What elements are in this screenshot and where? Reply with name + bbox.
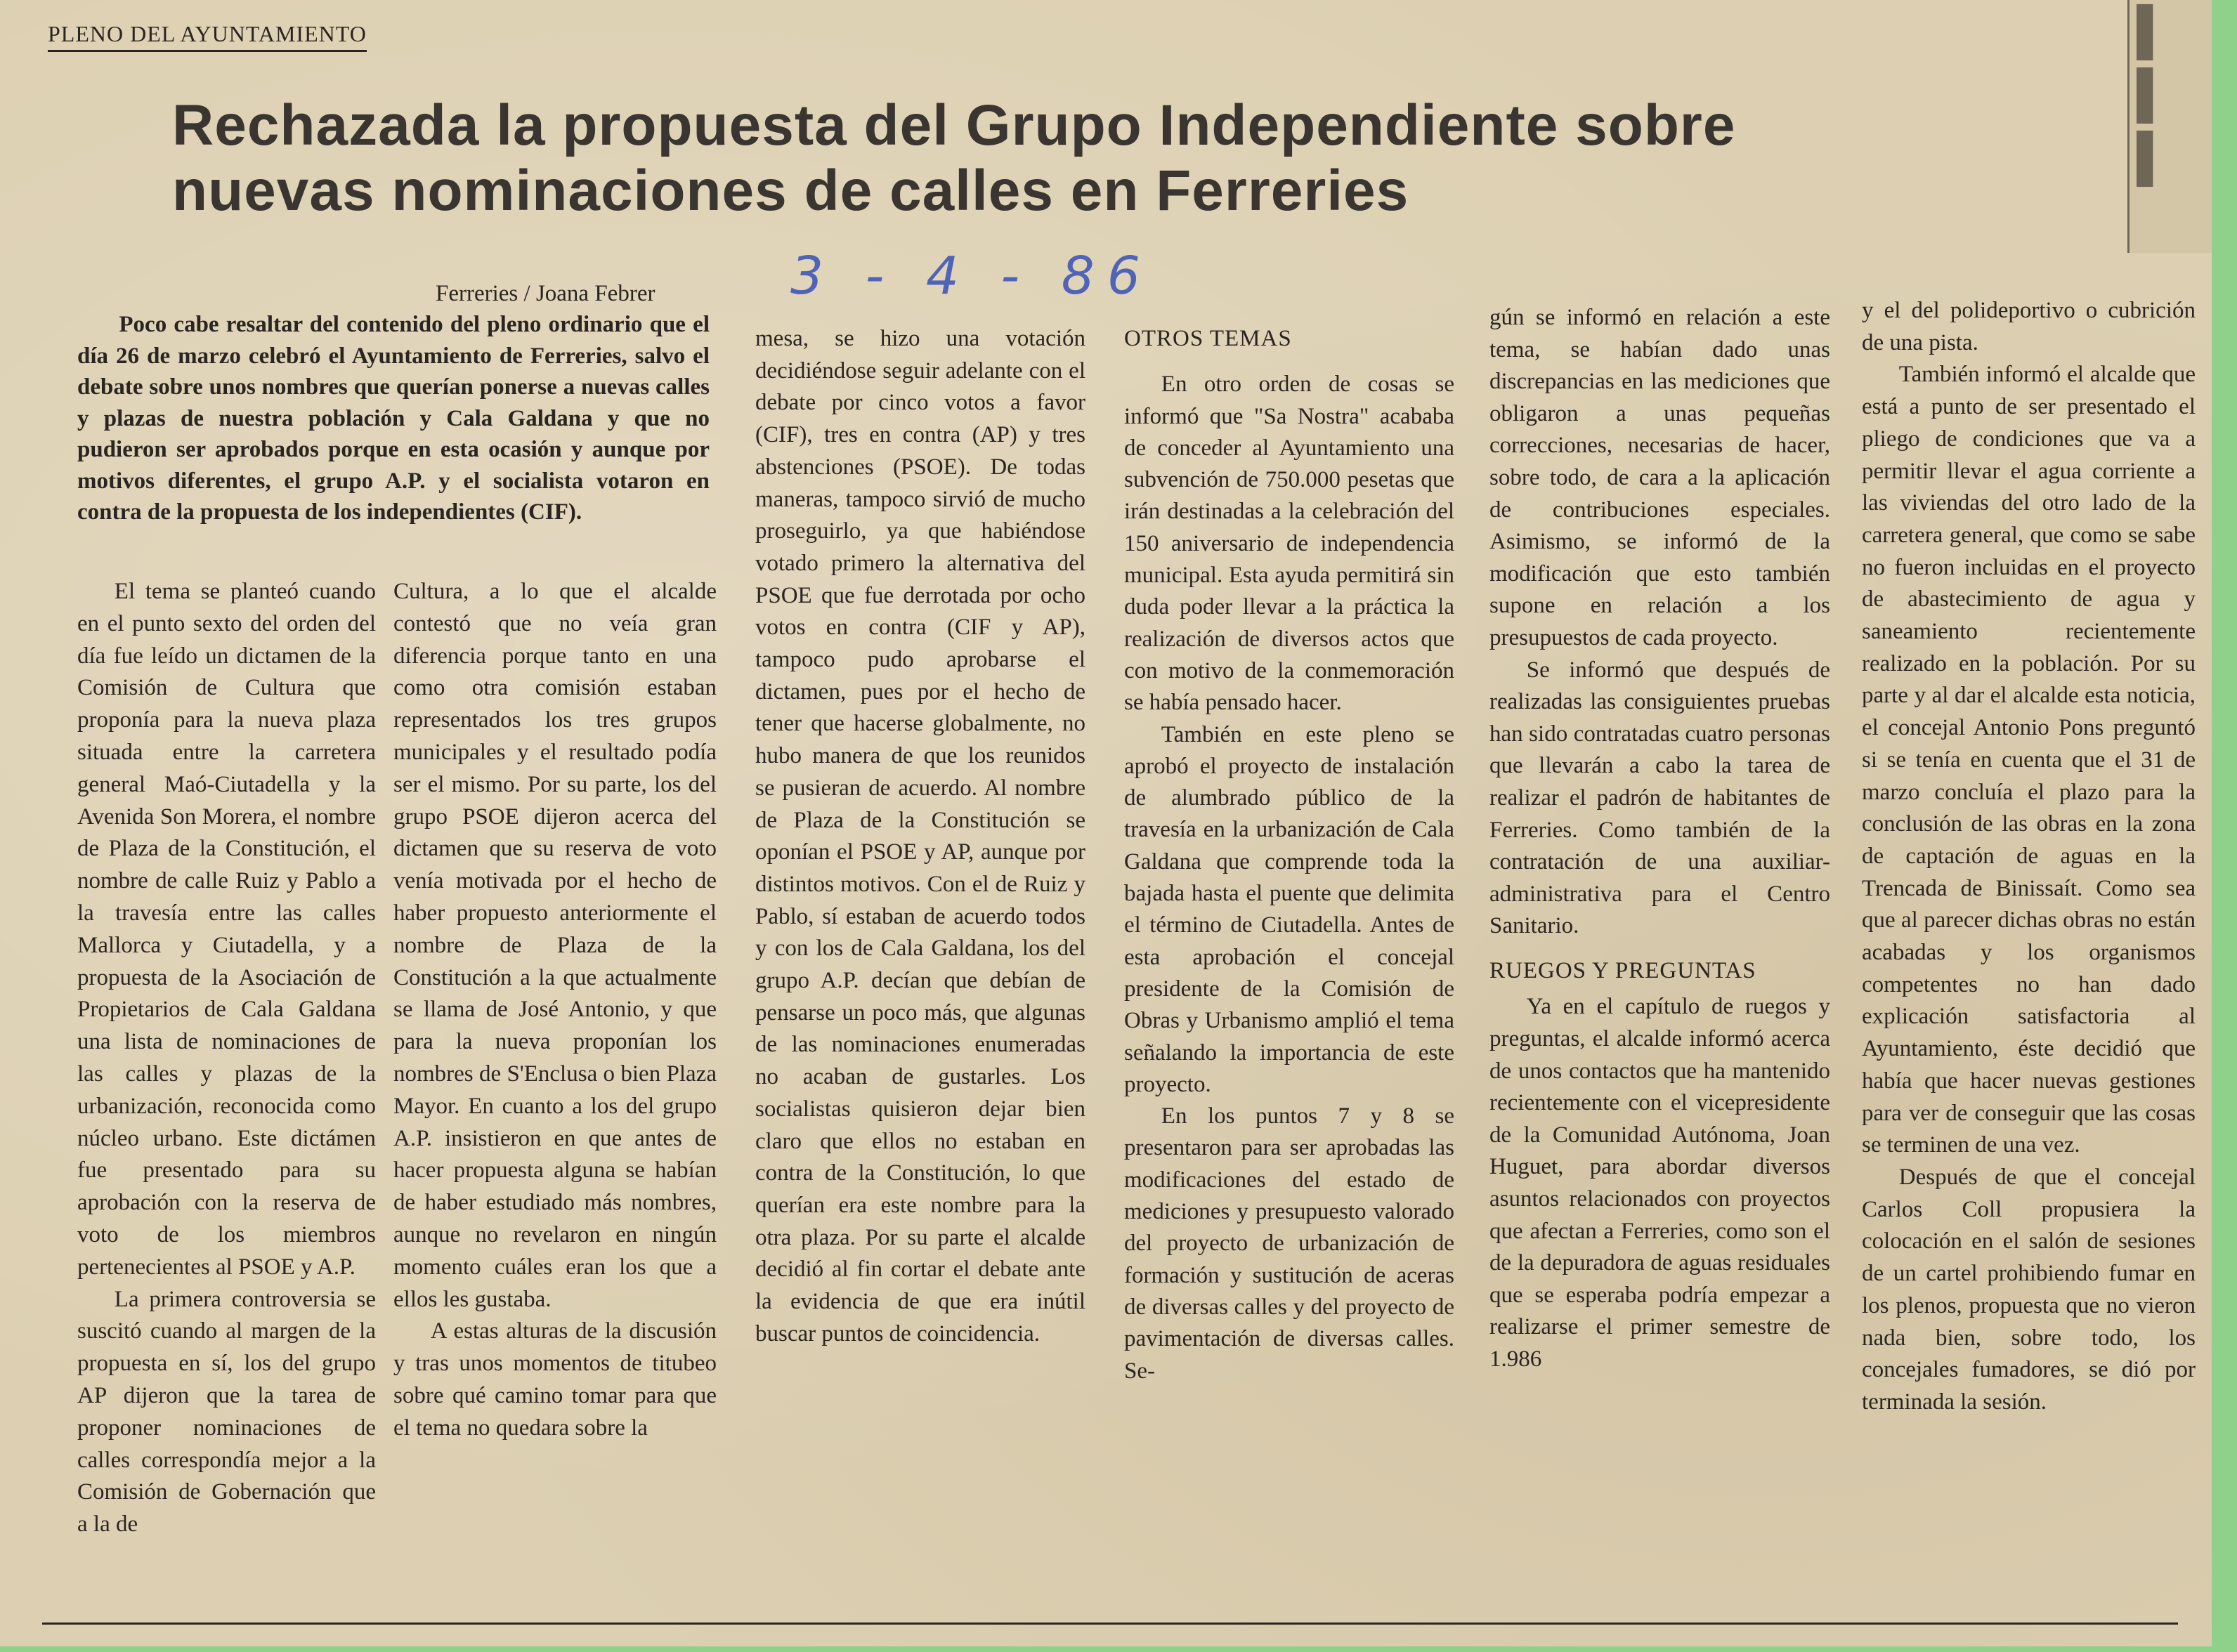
headline: Rechazada la propuesta del Grupo Independiente sobre nuevas nominaciones de calles en Ferreries xyxy=(172,93,1736,223)
column-paragraph: A estas alturas de la discusión y tras unos momentos de titubeo sobre qué camino tomar para que el tema no quedara sobre la xyxy=(393,1318,717,1441)
subheading-otros-temas: OTROS TEMAS xyxy=(1124,326,1292,351)
article-column-4 xyxy=(1124,323,1454,1387)
subheading-ruegos-y-preguntas: RUEGOS Y PREGUNTAS xyxy=(1489,957,1756,983)
column-paragraph: Cultura, a lo que el alcalde contestó que no veía gran diferencia porque tanto en una como otra comisión estaban representados los tres grupos municipales y el resultado podía ser el mismo. Por su parte, los del grupo PSOE dijeron acerca del dictamen que su reserva de voto venía motivada por el hecho de haber propuesto anteriormente el nombre de Plaza de la Constitución a la que actualmente se llama de José Antonio, y que para la nueva proponían los nombres de S'Enclusa o bien Plaza Mayor. En cuanto a los del grupo A.P. insistieron en que antes de hacer propuesta alguna se habían de haber estudiado más nombres, aunque no revelaron en ningún momento cuáles eran los que a ellos les gustaba. xyxy=(393,579,717,1312)
lede-paragraph xyxy=(77,309,710,528)
section-label: PLENO DEL AYUNTAMIENTO xyxy=(48,21,367,52)
column-paragraph: gún se informó en relación a este tema, se habían dado unas discrepancias en las mediciones que obligaron a unas pequeñas correcciones, necesarias de hacer, sobre todo, de cara a la aplicación de contribuciones especiales. Asimismo, se informó de la modificación que esto también supone en relación a los presupuestos de cada proyecto. xyxy=(1489,305,1830,650)
handwritten-date: 3 - 4 - 86 xyxy=(790,246,1153,306)
column-paragraph: También en este pleno se aprobó el proyecto de instalación de alumbrado público de la travesía en la urbanización de Cala Galdana que comprende toda la bajada hasta el puente que delimita el término de Ciutadella. Antes de esta aprobación el concejal presidente de la Comisión de Obras y Urbanismo amplió el tema señalando la importancia de este proyecto. xyxy=(1124,721,1454,1097)
column-paragraph: En los puntos 7 y 8 se presentaron para ser aprobadas las modificaciones del estado de mediciones y presupuesto valorado del proyecto de urbanización de formación y sustitución de aceras de diversas calles y del proyecto de pavimentación de diversas calles. Se- xyxy=(1124,1103,1454,1384)
column-paragraph: Ya en el capítulo de ruegos y preguntas, el alcalde informó acerca de unos contactos que ha mantenido recientemente con el vicepresidente de la Comunidad Autónoma, Joan Huguet, para abordar diversos asuntos relacionados con proyectos que afectan a Ferreries, como son el de la depuradora de aguas residuales que se esperaba podría empezar a realizarse el primer semestre de 1.986 xyxy=(1489,994,1830,1372)
adjacent-clipping-fragment: ▌ ▌ ▌ xyxy=(2127,0,2212,253)
byline: Ferreries / Joana Febrer xyxy=(436,281,656,306)
column-paragraph: mesa, se hizo una votación decidiéndose seguir adelante con el debate por cinco votos a favor (CIF), tres en contra (AP) y tres abstenciones (PSOE). De todas maneras, tampoco sirvió de mucho proseguirlo, ya que habiéndose votado primero la alternativa del PSOE que fue derrotada por ocho votos en contra (CIF y AP), tampoco pudo aprobarse el dictamen, pues por el hecho de tener que hacerse globalmente, no hubo manera de que los reunidos se pusieran de acuerdo. Al nombre de Plaza de la Constitución se oponían el PSOE y AP, aunque por distintos motivos. Con el de Ruiz y Pablo, sí estaban de acuerdo todos y con los de Cala Galdana, los del grupo A.P. decían que debían de pensarse un poco más, que algunas de las nominaciones enumeradas no acaban de gustarles. Los socialistas quisieron dejar bien claro que ellos no estaban en contra de la Constitución, lo que querían era este nombre para la otra plaza. Por su parte el alcalde decidió al fin cortar el debate ante la evidencia de que era inútil buscar puntos de coincidencia. xyxy=(755,326,1085,1346)
column-paragraph: Se informó que después de realizadas las consiguientes pruebas han sido contratadas cuatro personas que llevarán a cabo la tarea de realizar el padrón de habitantes de Ferreries. Como también de la contratación de una auxiliar-administrativa para el Centro Sanitario. xyxy=(1489,657,1830,939)
bottom-rule xyxy=(42,1622,2178,1625)
column-paragraph: En otro orden de cosas se informó que "Sa Nostra" acababa de conceder al Ayuntamiento una subvención de 750.000 pesetas que irán destinadas a la celebración del 150 aniversario de independencia municipal. Esta ayuda permitirá sin duda poder llevar a la práctica la realización de diversos actos que con motivo de la conmemoración se había pensado hacer. xyxy=(1124,372,1454,716)
article-column-3 xyxy=(755,323,1085,1351)
column-paragraph: y el del polideportivo o cubrición de una pista. xyxy=(1862,298,2196,355)
article-column-2 xyxy=(393,576,717,1445)
lede-text: Poco cabe resaltar del contenido del pleno ordinario que el día 26 de marzo celebró el Ayuntamiento de Ferreries, salvo el debate sobre unos nombres que querían ponerse a nuevas calles y plazas de nuestra población y Cala Galdana y que no pudieron ser aprobados porque en esta ocasión y aunque por motivos diferentes, el grupo A.P. y el socialista votaron en contra de la propuesta de los independientes (CIF). xyxy=(77,312,710,525)
article-column-6 xyxy=(1862,295,2196,1419)
article-column-5 xyxy=(1489,302,1830,1376)
column-paragraph: Después de que el concejal Carlos Coll propusiera la colocación en el salón de sesiones de un cartel prohibiendo fumar en los plenos, propuesta que no vieron nada bien, sobre todo, los concejales fumadores, se dió por terminada la sesión. xyxy=(1862,1164,2196,1415)
column-paragraph: También informó el alcalde que está a punto de ser presentado el pliego de condiciones que va a permitir llevar el agua corriente a las viviendas del otro lado de la carretera general, que como se sabe no fueron incluidas en el proyecto de abastecimiento de agua y saneamiento recientemente realizado en la población. Por su parte y al dar el alcalde esta noticia, el concejal Antonio Pons preguntó si se tenía en cuenta que el 31 de marzo concluía el plazo para la conclusión de las obras en la zona de captación de aguas en la Trencada de Binissaít. Como sea que al parecer dichas obras no están acabadas y los organismos competentes no han dado explicación satisfactoria al Ayuntamiento, éste decidió que había que hacer nuevas gestiones para ver de conseguir que las cosas se terminen de una vez. xyxy=(1862,362,2196,1158)
article-column-1 xyxy=(77,576,376,1541)
column-paragraph: La primera controversia se suscitó cuando al margen de la propuesta en sí, los del grupo AP dijeron que la tarea de proponer nominaciones de calles correspondía mejor a la Comisión de Gobernación que a la de xyxy=(77,1286,376,1538)
column-paragraph: El tema se planteó cuando en el punto sexto del orden del día fue leído un dictamen de la Comisión de Cultura que proponía para la nueva plaza situada entre la carretera general Maó-Ciutadella y la Avenida Son Morera, el nombre de Plaza de la Constitución, el nombre de calle Ruiz y Pablo a la travesía entre las calles Mallorca y Ciutadella, y a propuesta de la Asociación de Propietarios de Cala Galdana una lista de nominaciones de las calles y plazas de la urbanización, reconocida como núcleo urbano. Este dictámen fue presentado para su aprobación con la reserva de voto de los miembros pertenecientes al PSOE y A.P. xyxy=(77,579,376,1280)
